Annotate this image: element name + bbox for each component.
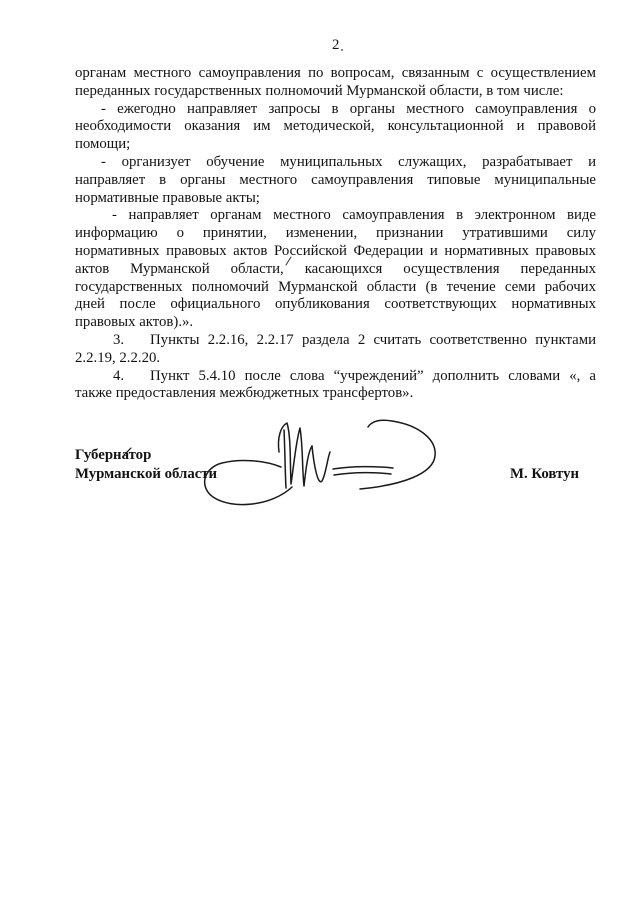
text-line: нормативных правовых актов Российской Федерации и нормативных правовых <box>75 242 596 259</box>
text-line: Пункт 5.4.10 после слова “учреждений” дополнить словами «, а <box>150 367 596 384</box>
text-line: Пункты 2.2.16, 2.2.17 раздела 2 считать соответственно пунктами <box>150 331 596 348</box>
text-line: помощи; <box>75 136 131 153</box>
signature-loop-stroke <box>205 460 292 504</box>
text-line: - организует обучение муниципальных служащих, разрабатывает и <box>101 153 596 170</box>
bullet-item <box>75 207 596 332</box>
numbered-item-first-line <box>75 332 596 350</box>
numbered-item-first-line <box>75 368 596 386</box>
text-line: органам местного самоуправления по вопросам, связанным с осуществлением <box>75 65 596 81</box>
signature-bar-stroke <box>334 473 391 475</box>
page-number: 2 <box>332 37 340 53</box>
text-line: также предоставления межбюджетных трансфертов». <box>75 385 414 402</box>
paragraph-intro <box>75 65 596 101</box>
signatory-title <box>75 446 217 484</box>
numbered-item <box>75 368 596 404</box>
text-line: направляет в органы местного самоуправления типовые муниципальные <box>75 171 596 188</box>
numbered-item <box>75 332 596 368</box>
text-line: государственных полномочий Мурманской области (в течение семи рабочих <box>75 278 596 295</box>
signatory-title-line: Мурманской области <box>75 466 218 482</box>
text-line: дней после официального опубликования соответствующих нормативных <box>75 296 596 313</box>
signatory-title-line: Губернатор <box>75 447 152 463</box>
item-number: 4. <box>113 367 125 384</box>
text-line: необходимости оказания им методической, консультационной и правовой <box>75 118 596 135</box>
bullet-item <box>75 154 596 207</box>
signature-bar-stroke <box>333 467 393 469</box>
signature-arc-stroke <box>360 420 435 489</box>
scan-speck <box>341 49 343 51</box>
item-number: 3. <box>113 331 125 348</box>
signature-hook-stroke <box>312 446 330 482</box>
document-body <box>75 65 596 403</box>
text-line: нормативные правовые акты; <box>75 189 260 206</box>
text-line: - ежегодно направляет запросы в органы местного самоуправления о <box>101 100 596 117</box>
text-line: информацию о принятии, изменении, признании утратившими силу <box>75 225 596 242</box>
signature-vertical-stroke <box>284 430 286 488</box>
text-line: - направляет органам местного самоуправления в электронном виде <box>112 207 596 224</box>
signatory-name: М. Ковтун <box>510 466 580 482</box>
signature-zigzag-stroke <box>278 423 312 486</box>
bullet-item <box>75 101 596 154</box>
text-line: 2.2.19, 2.2.20. <box>75 349 161 366</box>
text-line: актов Мурманской области, касающихся осуществления переданных <box>75 260 596 277</box>
text-line: переданных государственных полномочий Мурманской области, в том числе: <box>75 82 564 99</box>
text-line: правовых актов).». <box>75 314 194 331</box>
